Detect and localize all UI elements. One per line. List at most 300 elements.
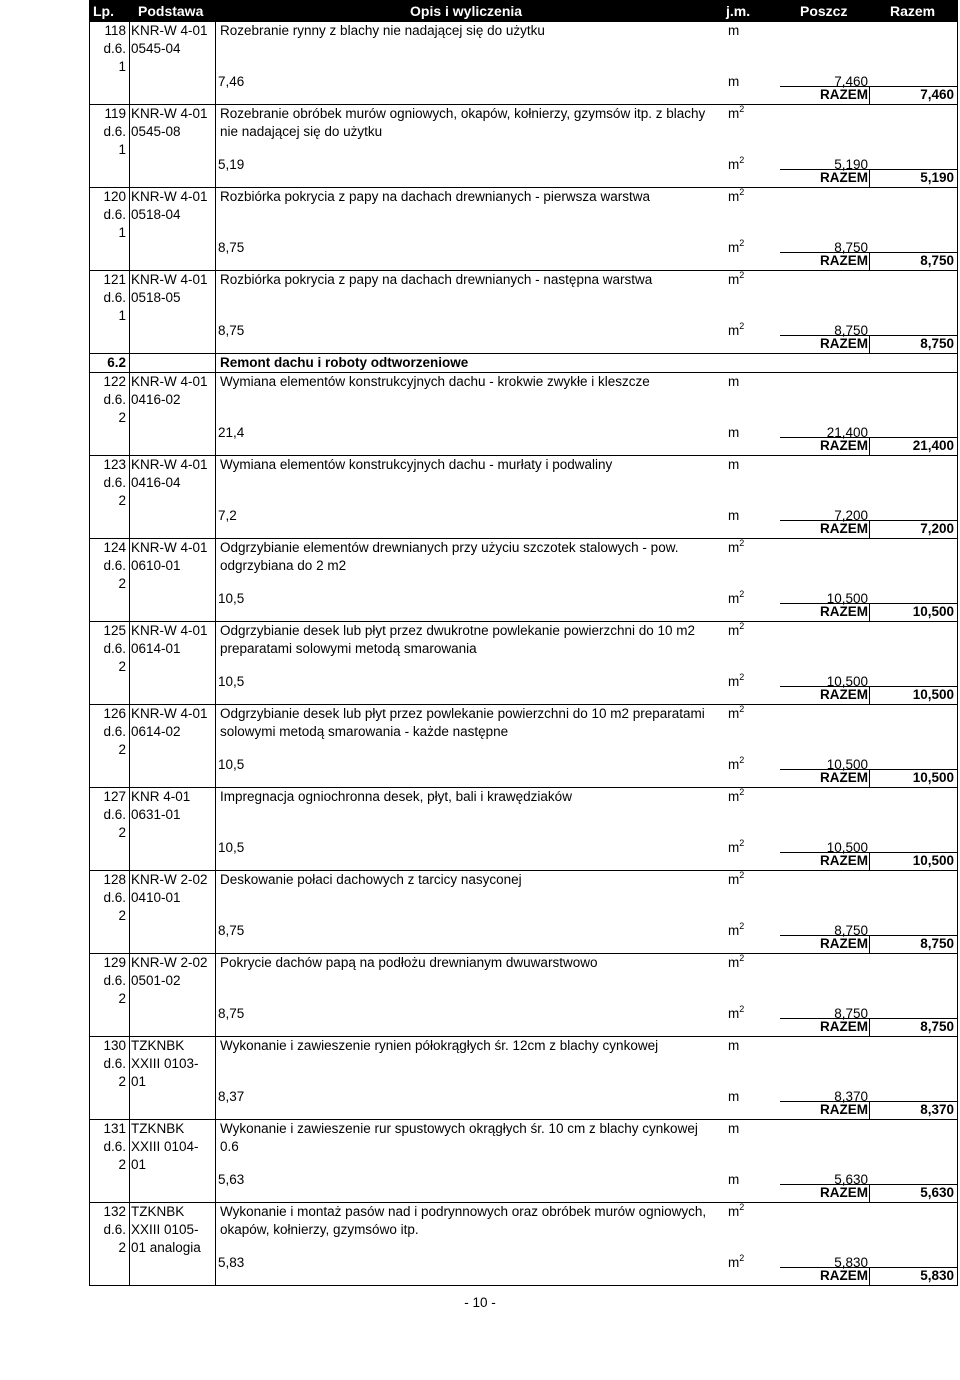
lp-number: 121 [103, 272, 126, 287]
poszcz-value: 21,400 [826, 425, 868, 440]
lp-group: 2 [118, 825, 126, 840]
header-opis: Opis i wyliczenia [410, 3, 523, 19]
unit-text: $m^2$ [728, 870, 745, 887]
podstawa-code: XXIII 0103- [131, 1056, 199, 1071]
lp-number: 123 [103, 457, 126, 472]
podstawa-code: 0518-04 [131, 207, 181, 222]
razem-value: 5,630 [920, 1185, 954, 1200]
podstawa-catalog: KNR-W 4-01 [131, 540, 208, 555]
podstawa-catalog: TZKNBK [131, 1204, 185, 1219]
podstawa-cell [129, 539, 215, 575]
lp-dept: d.6. [103, 807, 126, 822]
quantity-unit [728, 839, 744, 857]
lp-group: 2 [118, 1240, 126, 1255]
razem-value: 5,830 [920, 1268, 954, 1283]
poszcz-value: 7,200 [834, 508, 868, 523]
razem-divider [869, 1102, 870, 1120]
lp-number: 131 [103, 1121, 126, 1136]
razem-value: 8,750 [920, 936, 954, 951]
lp-dept: d.6. [103, 724, 126, 739]
unit-text: $m^2$ [728, 538, 745, 555]
lp-dept: d.6. [103, 207, 126, 222]
lp-group: 1 [118, 142, 126, 157]
lp-dept: d.6. [103, 475, 126, 490]
quantity-unit [728, 673, 744, 691]
quantity-unit-text: m [728, 425, 740, 440]
razem-value: 7,200 [920, 521, 954, 536]
quantity: 8,37 [218, 1089, 245, 1104]
lp-cell [90, 22, 128, 76]
quantity-unit [728, 590, 744, 608]
razem-row [780, 1184, 957, 1203]
table-row [90, 22, 957, 104]
description: Rozebranie rynny z blachy nie nadającej się do użytku [220, 23, 545, 38]
razem-label: RAZEM [820, 853, 868, 868]
unit-text: m [728, 23, 740, 38]
quantity-unit [728, 1088, 739, 1106]
razem-divider [869, 1268, 870, 1286]
lp-dept: d.6. [103, 41, 126, 56]
razem-divider [869, 521, 870, 539]
lp-cell [90, 622, 128, 676]
razem-label: RAZEM [820, 1268, 868, 1283]
unit-text: m [728, 1121, 740, 1136]
description: Impregnacja ogniochronna desek, płyt, bali i krawędziaków [220, 789, 572, 804]
unit [728, 271, 744, 289]
razem-row [780, 603, 957, 622]
razem-label: RAZEM [820, 521, 868, 536]
table-row [90, 1202, 957, 1285]
podstawa-catalog: KNR-W 4-01 [131, 189, 208, 204]
quantity-unit-text: $m^2$ [728, 589, 745, 606]
podstawa-cell [129, 373, 215, 409]
razem-divider [869, 687, 870, 705]
lp-dept: d.6. [103, 641, 126, 656]
razem-value: 10,500 [912, 853, 954, 868]
lp-number: 129 [103, 955, 126, 970]
podstawa-cell [129, 1037, 215, 1091]
razem-row [780, 520, 957, 539]
description: Odgrzybianie elementów drewnianych przy użyciu szczotek stalowych - pow. odgrzybiana do 2 m2 [220, 540, 679, 573]
unit-text: m [728, 374, 740, 389]
razem-label: RAZEM [820, 1019, 868, 1034]
lp-dept: d.6. [103, 392, 126, 407]
unit-text: $m^2$ [728, 187, 745, 204]
podstawa-catalog: KNR 4-01 [131, 789, 191, 804]
razem-divider [869, 87, 870, 105]
description: Odgrzybianie desek lub płyt przez dwukrotne powlekanie powierzchni do 10 m2 preparatami solowymi metodą smarowania [220, 623, 696, 656]
lp-cell [90, 373, 128, 427]
table-row [90, 372, 957, 455]
lp-cell [90, 705, 128, 759]
podstawa-cell [129, 622, 215, 658]
unit [728, 788, 744, 806]
quantity-unit [728, 1171, 739, 1189]
podstawa-catalog: KNR-W 2-02 [131, 955, 208, 970]
poszcz-value: 10,500 [826, 674, 868, 689]
poszcz-value: 7,460 [834, 74, 868, 89]
quantity-unit-text: $m^2$ [728, 755, 745, 772]
lp-dept: d.6. [103, 1139, 126, 1154]
lp-group: 2 [118, 1074, 126, 1089]
razem-divider [869, 438, 870, 456]
razem-row [780, 852, 957, 871]
table-row [90, 1036, 957, 1119]
unit [728, 1203, 744, 1221]
lp-number: 132 [103, 1204, 126, 1219]
podstawa-code: 0501-02 [131, 973, 181, 988]
podstawa-catalog: KNR-W 4-01 [131, 706, 208, 721]
unit [728, 22, 739, 40]
podstawa-cell [129, 871, 215, 907]
lp-group: 2 [118, 908, 126, 923]
table-row [90, 104, 957, 187]
quantity-unit [728, 156, 744, 174]
lp-cell [90, 271, 128, 325]
unit-text: $m^2$ [728, 953, 745, 970]
lp-cell [90, 188, 128, 242]
lp-number: 122 [103, 374, 126, 389]
position-group [90, 22, 957, 353]
unit-text: $m^2$ [728, 621, 745, 638]
unit-text: $m^2$ [728, 787, 745, 804]
description: Deskowanie połaci dachowych z tarcicy nasyconej [220, 872, 522, 887]
quantity: 8,75 [218, 1006, 245, 1021]
razem-row [780, 1267, 957, 1286]
table-row [90, 270, 957, 353]
table-header [90, 0, 957, 22]
quantity-unit [728, 507, 739, 525]
razem-value: 8,750 [920, 253, 954, 268]
position-group [90, 372, 957, 1285]
razem-label: RAZEM [820, 170, 868, 185]
quantity: 7,2 [218, 508, 237, 523]
razem-value: 10,500 [912, 770, 954, 785]
description: Wymiana elementów konstrukcyjnych dachu - murłaty i podwaliny [220, 457, 613, 472]
podstawa-catalog: KNR-W 4-01 [131, 106, 208, 121]
unit [728, 539, 744, 557]
podstawa-code: 0631-01 [131, 807, 181, 822]
description: Rozebranie obróbek murów ogniowych, okapów, kołnierzy, gzymsów itp. z blachy nie nadającej się do użytku [220, 106, 706, 139]
quantity: 7,46 [218, 74, 245, 89]
quantity: 10,5 [218, 840, 245, 855]
razem-label: RAZEM [820, 253, 868, 268]
quantity: 8,75 [218, 240, 245, 255]
lp-number: 128 [103, 872, 126, 887]
quantity-unit [728, 322, 744, 340]
lp-number: 118 [104, 23, 126, 38]
razem-value: 8,750 [920, 1019, 954, 1034]
razem-label: RAZEM [820, 936, 868, 951]
razem-divider [869, 336, 870, 354]
lp-cell [90, 456, 128, 510]
description: Rozbiórka pokrycia z papy na dachach drewnianych - pierwsza warstwa [220, 189, 650, 204]
unit [728, 1037, 739, 1055]
table-row [90, 787, 957, 870]
section-row [90, 353, 957, 372]
podstawa-code: 0545-08 [131, 124, 181, 139]
unit [728, 456, 739, 474]
razem-label: RAZEM [820, 1185, 868, 1200]
razem-value: 10,500 [912, 687, 954, 702]
podstawa-cell [129, 705, 215, 741]
razem-row [780, 769, 957, 788]
razem-label: RAZEM [820, 687, 868, 702]
razem-divider [869, 1019, 870, 1037]
lp-number: 124 [103, 540, 126, 555]
quantity-unit [728, 239, 744, 257]
lp-number: 127 [103, 789, 126, 804]
lp-group: 2 [118, 742, 126, 757]
lp-number: 119 [104, 106, 126, 121]
razem-row [780, 437, 957, 456]
podstawa-catalog: KNR-W 4-01 [131, 23, 208, 38]
unit [728, 105, 744, 123]
razem-value: 8,750 [920, 336, 954, 351]
quantity-unit-text: m [728, 74, 740, 89]
quantity-unit-text: m [728, 1089, 740, 1104]
podstawa-cell [129, 1203, 215, 1257]
lp-dept: d.6. [103, 1056, 126, 1071]
poszcz-value: 5,830 [834, 1255, 868, 1270]
razem-label: RAZEM [820, 438, 868, 453]
quantity-unit-text: $m^2$ [728, 155, 745, 172]
lp-number: 120 [103, 189, 126, 204]
podstawa-catalog: KNR-W 4-01 [131, 272, 208, 287]
quantity-unit-text: $m^2$ [728, 1253, 745, 1270]
podstawa-cell [129, 1120, 215, 1174]
podstawa-code: 0545-04 [131, 41, 181, 56]
lp-cell [90, 1037, 128, 1091]
quantity-unit [728, 73, 739, 91]
description: Wymiana elementów konstrukcyjnych dachu - krokwie zwykłe i kleszcze [220, 374, 650, 389]
lp-group: 2 [118, 1157, 126, 1172]
podstawa-code-cont: 01 [131, 1074, 147, 1089]
razem-divider [869, 253, 870, 271]
lp-number: 125 [103, 623, 126, 638]
podstawa-code: 0410-01 [131, 890, 181, 905]
lp-dept: d.6. [103, 290, 126, 305]
quantity: 5,83 [218, 1255, 245, 1270]
razem-divider [869, 170, 870, 188]
lp-cell [90, 954, 128, 1008]
lp-group: 1 [118, 59, 126, 74]
poszcz-value: 8,750 [834, 323, 868, 338]
quantity: 8,75 [218, 323, 245, 338]
quantity-unit-text: $m^2$ [728, 1004, 745, 1021]
unit-text: m [728, 457, 740, 472]
lp-group: 2 [118, 410, 126, 425]
razem-divider [869, 770, 870, 788]
lp-group: 2 [118, 493, 126, 508]
lp-dept: d.6. [103, 124, 126, 139]
table-row [90, 538, 957, 621]
unit-text: $m^2$ [728, 270, 745, 287]
unit-text: $m^2$ [728, 104, 745, 121]
table-row [90, 704, 957, 787]
razem-value: 8,370 [920, 1102, 954, 1117]
lp-group: 1 [118, 308, 126, 323]
lp-group: 2 [118, 991, 126, 1006]
table-row [90, 621, 957, 704]
lp-cell [90, 788, 128, 842]
quantity: 10,5 [218, 591, 245, 606]
unit [728, 622, 744, 640]
podstawa-catalog: TZKNBK [131, 1038, 185, 1053]
lp-cell [90, 1203, 128, 1257]
podstawa-code: 0416-02 [131, 392, 181, 407]
quantity-unit-text: m [728, 508, 740, 523]
razem-label: RAZEM [820, 770, 868, 785]
quantity-unit [728, 1005, 744, 1023]
unit [728, 373, 739, 391]
quantity: 8,75 [218, 923, 245, 938]
quantity-unit [728, 756, 744, 774]
section-title: Remont dachu i roboty odtworzeniowe [220, 355, 469, 370]
unit-text: $m^2$ [728, 704, 745, 721]
unit [728, 871, 744, 889]
podstawa-catalog: TZKNBK [131, 1121, 185, 1136]
quantity-unit-text: $m^2$ [728, 672, 745, 689]
razem-row [780, 1101, 957, 1120]
quantity-unit [728, 424, 739, 442]
unit-text: $m^2$ [728, 1202, 745, 1219]
podstawa-cell [129, 22, 215, 58]
description: Rozbiórka pokrycia z papy na dachach drewnianych - następna warstwa [220, 272, 653, 287]
razem-value: 21,400 [912, 438, 954, 453]
lp-dept: d.6. [103, 1222, 126, 1237]
razem-label: RAZEM [820, 336, 868, 351]
poszcz-value: 8,750 [834, 240, 868, 255]
razem-divider [869, 604, 870, 622]
poszcz-value: 5,190 [834, 157, 868, 172]
podstawa-code: 0416-04 [131, 475, 181, 490]
podstawa-catalog: KNR-W 2-02 [131, 872, 208, 887]
lp-number: 130 [103, 1038, 126, 1053]
quantity-unit-text: $m^2$ [728, 838, 745, 855]
lp-cell [90, 1120, 128, 1174]
razem-value: 7,460 [920, 87, 954, 102]
table-row [90, 1119, 957, 1202]
razem-row [780, 252, 957, 271]
estimate-table [89, 0, 958, 1286]
razem-row [780, 86, 957, 105]
poszcz-value: 10,500 [826, 591, 868, 606]
table-row [90, 870, 957, 953]
razem-label: RAZEM [820, 604, 868, 619]
quantity: 5,63 [218, 1172, 245, 1187]
lp-group: 1 [118, 225, 126, 240]
header-podstawa: Podstawa [138, 3, 204, 19]
description: Wykonanie i montaż pasów nad i podrynnowych oraz obróbek murów ogniowych, okapów, kołnierzy, gzymsówo itp. [220, 1204, 707, 1237]
razem-label: RAZEM [820, 1102, 868, 1117]
table-row [90, 187, 957, 270]
lp-cell [90, 539, 128, 593]
lp-group: 2 [118, 659, 126, 674]
description: Pokrycie dachów papą na podłożu drewnianym dwuwarstwowo [220, 955, 598, 970]
podstawa-code: 0610-01 [131, 558, 181, 573]
quantity-unit-text: $m^2$ [728, 921, 745, 938]
header-razem: Razem [890, 3, 936, 19]
razem-divider [869, 1185, 870, 1203]
razem-divider [869, 853, 870, 871]
lp-dept: d.6. [103, 558, 126, 573]
description: Wykonanie i zawieszenie rur spustowych okrągłych śr. 10 cm z blachy cynkowej 0.6 [220, 1121, 698, 1154]
quantity: 5,19 [218, 157, 245, 172]
quantity-unit [728, 1254, 744, 1272]
poszcz-value: 8,750 [834, 923, 868, 938]
podstawa-code: XXIII 0104- [131, 1139, 199, 1154]
podstawa-cell [129, 188, 215, 224]
poszcz-value: 5,630 [834, 1172, 868, 1187]
quantity: 21,4 [218, 425, 245, 440]
razem-row [780, 935, 957, 954]
poszcz-value: 10,500 [826, 757, 868, 772]
lp-cell [90, 871, 128, 925]
razem-divider [869, 936, 870, 954]
podstawa-code: 0614-01 [131, 641, 181, 656]
podstawa-cell [129, 271, 215, 307]
poszcz-value: 10,500 [826, 840, 868, 855]
poszcz-value: 8,370 [834, 1089, 868, 1104]
podstawa-cell [129, 788, 215, 824]
header-lp: Lp. [93, 3, 114, 19]
page-number: - 10 - [464, 1295, 496, 1310]
razem-row [780, 1018, 957, 1037]
lp-number: 126 [103, 706, 126, 721]
podstawa-cell [129, 105, 215, 141]
lp-cell [90, 105, 128, 159]
unit [728, 954, 744, 972]
header-poszcz: Poszcz [800, 3, 848, 19]
quantity-unit-text: $m^2$ [728, 321, 745, 338]
podstawa-code: 0518-05 [131, 290, 181, 305]
razem-label: RAZEM [820, 87, 868, 102]
header-jm: j.m. [726, 3, 751, 19]
podstawa-catalog: KNR-W 4-01 [131, 623, 208, 638]
unit [728, 705, 744, 723]
poszcz-value: 8,750 [834, 1006, 868, 1021]
razem-value: 5,190 [920, 170, 954, 185]
quantity: 10,5 [218, 757, 245, 772]
podstawa-cell [129, 456, 215, 492]
podstawa-catalog: KNR-W 4-01 [131, 457, 208, 472]
table-row [90, 455, 957, 538]
lp-group: 2 [118, 576, 126, 591]
lp-dept: d.6. [103, 973, 126, 988]
podstawa-code-cont: 01 [131, 1157, 147, 1172]
podstawa-catalog: KNR-W 4-01 [131, 374, 208, 389]
razem-value: 10,500 [912, 604, 954, 619]
quantity: 10,5 [218, 674, 245, 689]
table-row [90, 953, 957, 1036]
quantity-unit-text: m [728, 1172, 740, 1187]
razem-row [780, 335, 957, 354]
quantity-unit [728, 922, 744, 940]
razem-row [780, 686, 957, 705]
unit [728, 1120, 739, 1138]
podstawa-code: 0614-02 [131, 724, 181, 739]
section-number: 6.2 [107, 355, 126, 370]
lp-dept: d.6. [103, 890, 126, 905]
podstawa-cell [129, 954, 215, 990]
razem-row [780, 169, 957, 188]
podstawa-code-cont: 01 analogia [131, 1240, 201, 1255]
podstawa-code: XXIII 0105- [131, 1222, 199, 1237]
description: Odgrzybianie desek lub płyt przez powlekanie powierzchni do 10 m2 preparatami solowymi metodą smarowania - każde następne [220, 706, 705, 739]
description: Wykonanie i zawieszenie rynien półokrągłych śr. 12cm z blachy cynkowej [220, 1038, 659, 1053]
quantity-unit-text: $m^2$ [728, 238, 745, 255]
